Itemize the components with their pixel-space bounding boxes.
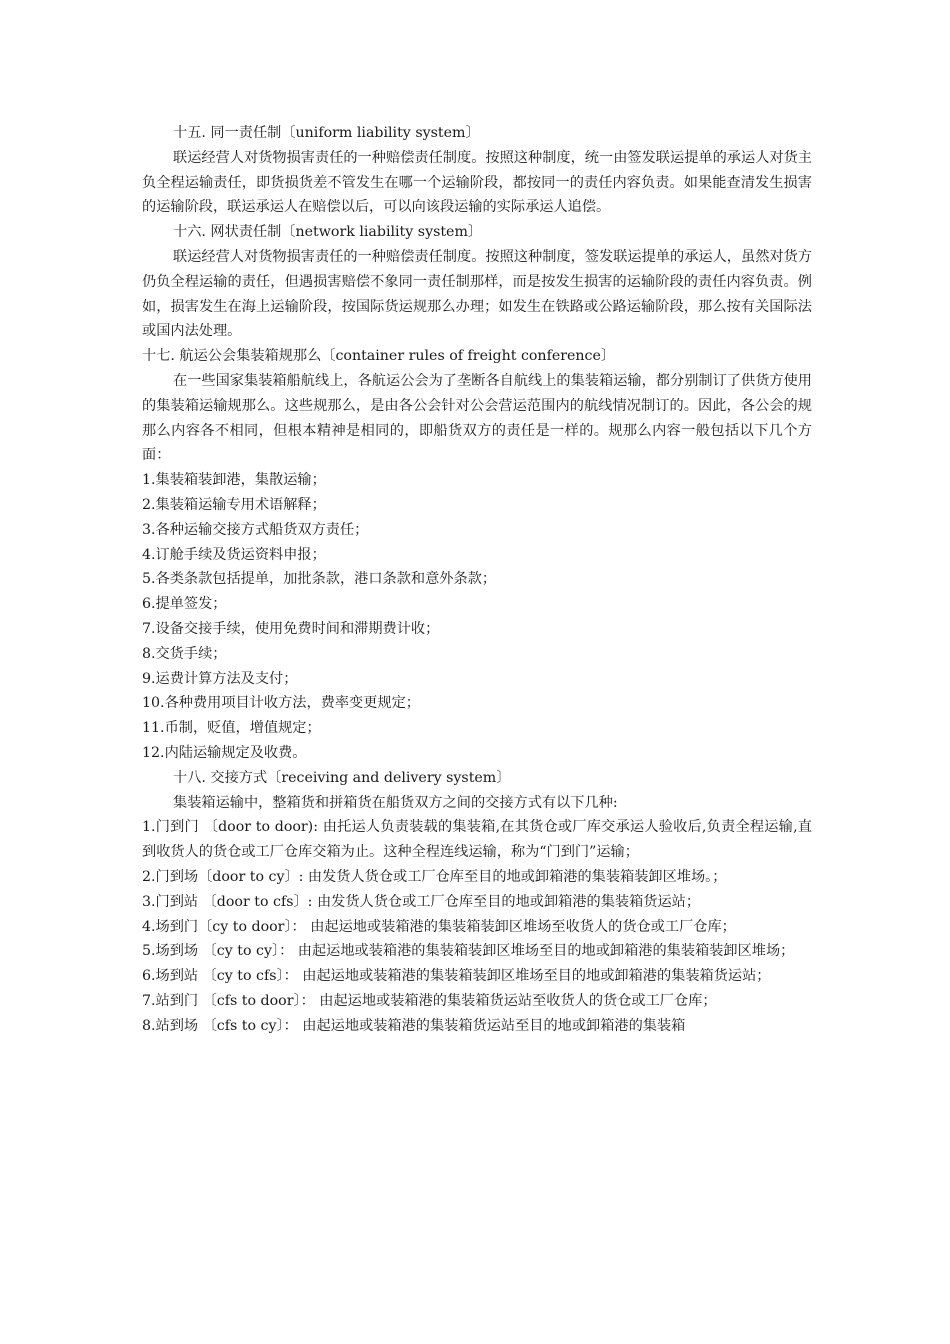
list-item: 1.门到门 〔door to door): 由托运人负责装载的集装箱,在其货仓或厂库交承运人验收后,负责全程运输,直到收货人的货仓或工厂仓库交箱为止。这种全程连线运输，称为“门到门”运输；	[142, 819, 812, 861]
list-item: 7.设备交接手续，使用免费时间和滞期费计收；	[142, 620, 440, 637]
list-item: 6.场到站 〔cy to cfs〕： 由起运地或装箱港的集装箱装卸区堆场至目的地或卸箱港的集装箱货运站；	[142, 968, 771, 985]
list-item: 12.内陆运输规定及收费。	[142, 744, 307, 761]
list-item: 2.集装箱运输专用术语解释；	[142, 496, 326, 513]
list-item: 7.站到门 〔cfs to door〕： 由起运地或装箱港的集装箱货运站至收货人的货仓或工厂仓库；	[142, 992, 717, 1009]
section-paragraph-18: 集装箱运输中，整箱货和拼箱货在船货双方之间的交接方式有以下几种:	[173, 794, 618, 811]
list-item: 4.订舱手续及货运资料申报；	[142, 546, 326, 563]
list-item: 5.场到场 〔cy to cy〕： 由起运地或装箱港的集装箱装卸区堆场至目的地或卸箱港的集装箱装卸区堆场；	[142, 943, 795, 960]
section-paragraph-15: 联运经营人对货物损害责任的一种赔偿责任制度。按照这种制度，统一由签发联运提单的承运人对货主负全程运输责任，即货损货差不管发生在哪一个运输阶段，都按同一的责任内容负责。如果能查清发生损害的运输阶段，联运承运人在赔偿以后，可以向该段运输的实际承运人追偿。	[142, 149, 812, 216]
section-heading-16: 十六. 网状责任制〔network liability system〕	[173, 224, 483, 241]
section-heading-18: 十八. 交接方式〔receiving and delivery system〕	[173, 769, 511, 786]
document-page	[142, 121, 812, 1038]
list-item: 5.各类条款包括提单，加批条款，港口条款和意外条款；	[142, 571, 497, 588]
list-item: 3.各种运输交接方式船货双方责任；	[142, 521, 369, 538]
section-heading-17: 十七. 航运公会集装箱规那么〔container rules of freight conference〕	[142, 348, 616, 365]
section-paragraph-17: 在一些国家集装箱船航线上，各航运公会为了垄断各自航线上的集装箱运输，都分别制订了供货方使用的集装箱运输规那么。这些规那么，是由各公会针对公会营运范围内的航线情况制订的。因此，各公会的规那么内容各不相同，但根本精神是相同的，即船货双方的责任是一样的。规那么内容一般包括以下几个方面：	[142, 372, 812, 464]
section-paragraph-16: 联运经营人对货物损害责任的一种赔偿责任制度。按照这种制度，签发联运提单的承运人，虽然对货方仍负全程运输的责任，但遇损害赔偿不象同一责任制那样，而是按发生损害的运输阶段的责任内容负责。例如，损害发生在海上运输阶段，按国际货运规那么办理；如发生在铁路或公路运输阶段，那么按有关国际法或国内法处理。	[142, 248, 812, 340]
list-item: 11.币制，贬值，增值规定；	[142, 720, 321, 737]
list-item: 9.运费计算方法及支付；	[142, 670, 298, 687]
list-item: 8.交货手续；	[142, 645, 227, 662]
list-item: 3.门到站 〔door to cfs〕: 由发货人货仓或工厂仓库至目的地或卸箱港的集装箱货运站；	[142, 893, 701, 910]
list-item: 4.场到门〔cy to door〕： 由起运地或装箱港的集装箱装卸区堆场至收货人的货仓或工厂仓库；	[142, 918, 736, 935]
list-item: 2.门到场〔door to cy〕: 由发货人货仓或工厂仓库至目的地或卸箱港的集装箱装卸区堆场。；	[142, 868, 727, 885]
section-heading-15: 十五. 同一责任制〔uniform liability system〕	[173, 125, 480, 141]
list-item: 8.站到场 〔cfs to cy〕： 由起运地或装箱港的集装箱货运站至目的地或卸箱港的集装箱	[142, 1017, 686, 1034]
list-item: 10.各种费用项目计收方法，费率变更规定；	[142, 695, 420, 712]
list-item: 6.提单签发；	[142, 596, 227, 613]
list-item: 1.集装箱装卸港，集散运输；	[142, 472, 326, 489]
